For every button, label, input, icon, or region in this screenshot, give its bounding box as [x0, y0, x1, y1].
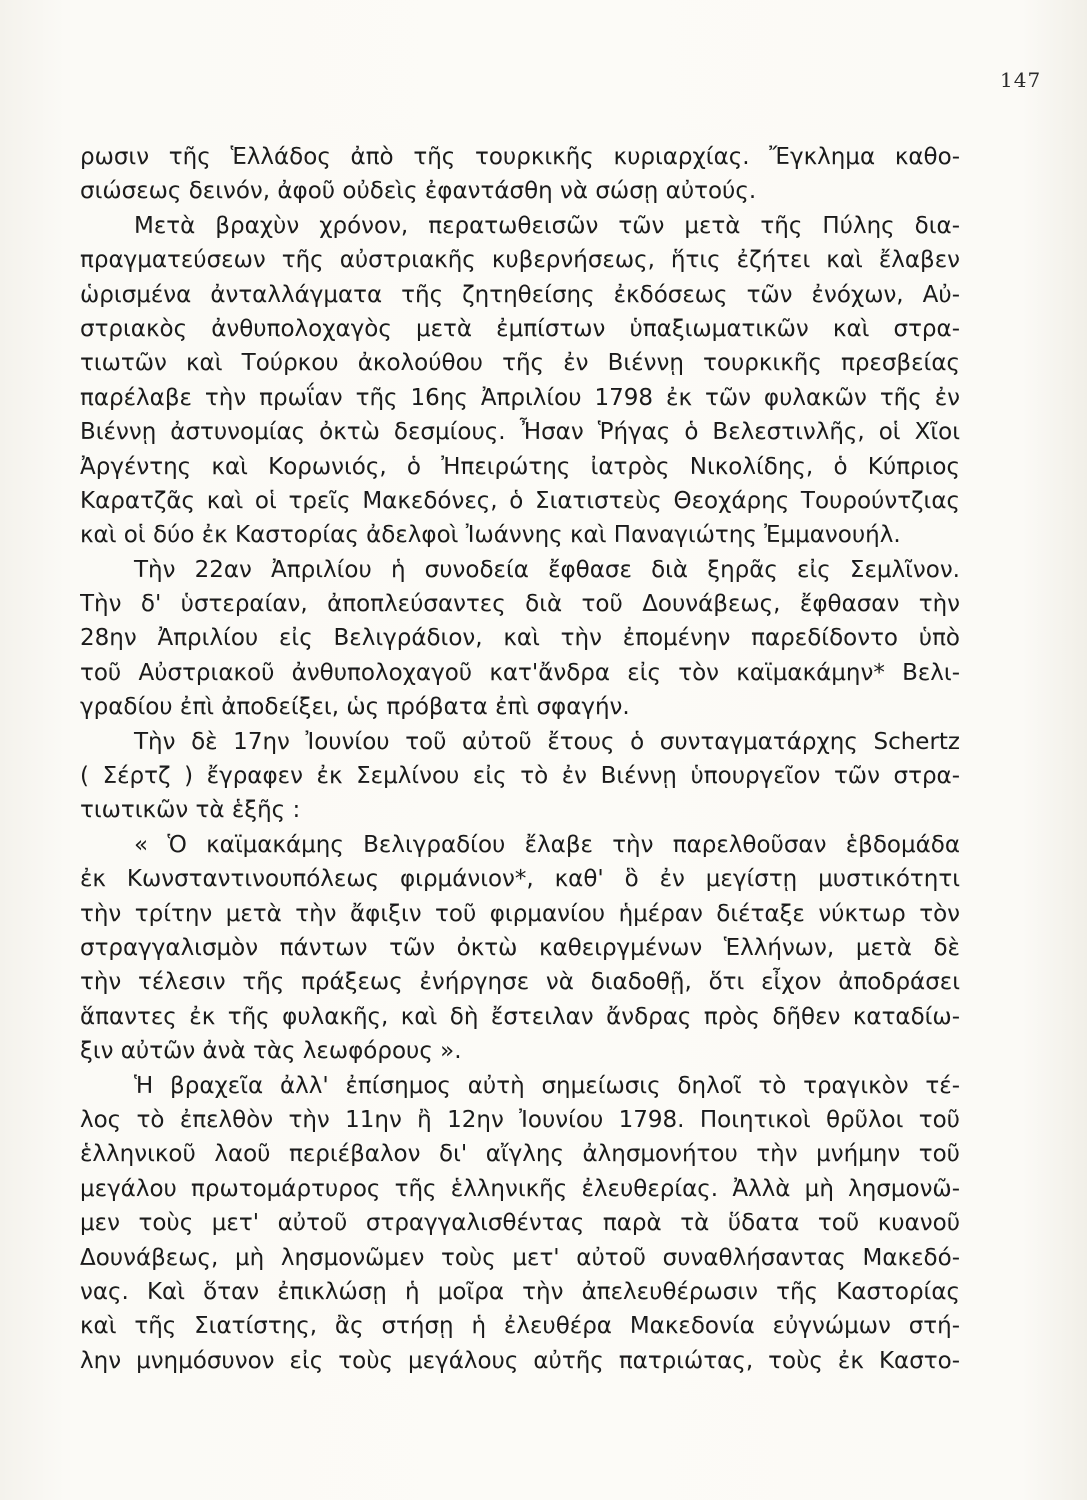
text-line: ὡρισμένα ἀνταλλάγματα τῆς ζητηθείσης ἐκδόσεως τῶν ἐνόχων, Αὐ-	[80, 281, 960, 308]
text-line: τιωτῶν καὶ Τούρκου ἀκολούθου τῆς ἐν Βιέννῃ τουρκικῆς πρεσβείας	[80, 350, 960, 377]
text-line: παρέλαβε τὴν πρωΐαν τῆς 16ης Ἀπριλίου 1798 ἐκ τῶν φυλακῶν τῆς ἐν	[80, 384, 960, 411]
text-line: καὶ οἱ δύο ἐκ Καστορίας ἀδελφοὶ Ἰωάννης καὶ Παναγιώτης Ἐμμανουήλ.	[80, 522, 901, 549]
text-line: Βιέννῃ ἀστυνομίας ὀκτὼ δεσμίους. Ἦσαν Ῥήγας ὁ Βελεστινλῆς, οἱ Χῖοι	[80, 419, 960, 446]
text-line: τιωτικῶν τὰ ἑξῆς :	[80, 797, 301, 824]
text-line: γραδίου ἐπὶ ἀποδείξει, ὡς πρόβατα ἐπὶ σφαγήν.	[80, 694, 630, 721]
text-line: τοῦ Αὐστριακοῦ ἀνθυπολοχαγοῦ κατ'ἄνδρα εἰς τὸν καϊμακάμην* Βελι-	[80, 659, 960, 686]
text-line: σιώσεως δεινόν, ἀφοῦ οὐδεὶς ἐφαντάσθη νὰ σώσῃ αὐτούς.	[80, 178, 757, 205]
body-text	[80, 140, 960, 1378]
text-line: τὴν τρίτην μετὰ τὴν ἄφιξιν τοῦ φιρμανίου ἡμέραν διέταξε νύκτωρ τὸν	[80, 900, 960, 927]
text-line: λην μνημόσυνον εἰς τοὺς μεγάλους αὐτῆς πατριώτας, τοὺς ἐκ Καστο-	[80, 1347, 960, 1374]
text-line: νας. Καὶ ὅταν ἐπικλώσῃ ἡ μοῖρα τὴν ἀπελευθέρωσιν τῆς Καστορίας	[80, 1278, 960, 1305]
text-line: λος τὸ ἐπελθὸν τὴν 11ην ἢ 12ην Ἰουνίου 1798. Ποιητικοὶ θρῦλοι τοῦ	[80, 1106, 960, 1133]
text-line: Τὴν 22αν Ἀπριλίου ἡ συνοδεία ἔφθασε διὰ ξηρᾶς εἰς Σεμλῖνον.	[134, 556, 960, 583]
text-line: πραγματεύσεων τῆς αὐστριακῆς κυβερνήσεως, ἥτις ἐζήτει καὶ ἔλαβεν	[80, 247, 960, 274]
text-line: τὴν τέλεσιν τῆς πράξεως ἐνήργησε νὰ διαδοθῇ, ὅτι εἶχον ἀποδράσει	[80, 969, 960, 996]
text-line: ξιν αὐτῶν ἀνὰ τὰς λεωφόρους ».	[80, 1038, 462, 1065]
text-line: στραγγαλισμὸν πάντων τῶν ὀκτὼ καθειργμένων Ἑλλήνων, μετὰ δὲ	[80, 934, 960, 961]
text-line: Δουνάβεως, μὴ λησμονῶμεν τοὺς μετ' αὐτοῦ συναθλήσαντας Μακεδό-	[80, 1244, 960, 1271]
text-line: « Ὁ καϊμακάμης Βελιγραδίου ἔλαβε τὴν παρελθοῦσαν ἑβδομάδα	[134, 831, 960, 858]
text-line: ἐκ Κωνσταντινουπόλεως φιρμάνιον*, καθ' ὃ ἐν μεγίστῃ μυστικότητι	[80, 866, 960, 893]
text-line: Καρατζᾶς καὶ οἱ τρεῖς Μακεδόνες, ὁ Σιατιστεὺς Θεοχάρης Τουρούντζιας	[80, 487, 960, 514]
text-line: Μετὰ βραχὺν χρόνον, περατωθεισῶν τῶν μετὰ τῆς Πύλης δια-	[134, 212, 960, 239]
text-line: Ἡ βραχεῖα ἀλλ' ἐπίσημος αὐτὴ σημείωσις δηλοῖ τὸ τραγικὸν τέ-	[134, 1072, 960, 1099]
text-line: ἑλληνικοῦ λαοῦ περιέβαλον δι' αἴγλης ἀλησμονήτου τὴν μνήμην τοῦ	[80, 1141, 960, 1168]
page-number: 147	[1000, 68, 1042, 92]
text-line: Τὴν δ' ὑστεραίαν, ἀποπλεύσαντες διὰ τοῦ Δουνάβεως, ἔφθασαν τὴν	[80, 591, 960, 618]
text-line: μεγάλου πρωτομάρτυρος τῆς ἑλληνικῆς ἐλευθερίας. Ἀλλὰ μὴ λησμονῶ-	[80, 1175, 960, 1202]
text-line: ἅπαντες ἐκ τῆς φυλακῆς, καὶ δὴ ἔστειλαν ἄνδρας πρὸς δῆθεν καταδίω-	[80, 1003, 960, 1030]
text-line: στριακὸς ἀνθυπολοχαγὸς μετὰ ἐμπίστων ὑπαξιωματικῶν καὶ στρα-	[80, 315, 960, 342]
text-line: ( Σέρτζ ) ἔγραφεν ἐκ Σεμλίνου εἰς τὸ ἐν Βιέννῃ ὑπουργεῖον τῶν στρα-	[80, 763, 960, 790]
text-line: 28ην Ἀπριλίου εἰς Βελιγράδιον, καὶ τὴν ἐπομένην παρεδίδοντο ὑπὸ	[80, 625, 960, 652]
text-line: μεν τοὺς μετ' αὐτοῦ στραγγαλισθέντας παρὰ τὰ ὕδατα τοῦ κυανοῦ	[80, 1210, 960, 1237]
text-line: ρωσιν τῆς Ἑλλάδος ἀπὸ τῆς τουρκικῆς κυριαρχίας. Ἔγκλημα καθο-	[80, 144, 960, 170]
text-line: Ἀργέντης καὶ Κορωνιός, ὁ Ἠπειρώτης ἰατρὸς Νικολίδης, ὁ Κύπριος	[80, 453, 960, 480]
text-line: καὶ τῆς Σιατίστης, ἂς στήσῃ ἡ ἐλευθέρα Μακεδονία εὐγνώμων στή-	[80, 1313, 960, 1340]
text-line: Τὴν δὲ 17ην Ἰουνίου τοῦ αὐτοῦ ἔτους ὁ συνταγματάρχης Schertz	[134, 728, 960, 755]
